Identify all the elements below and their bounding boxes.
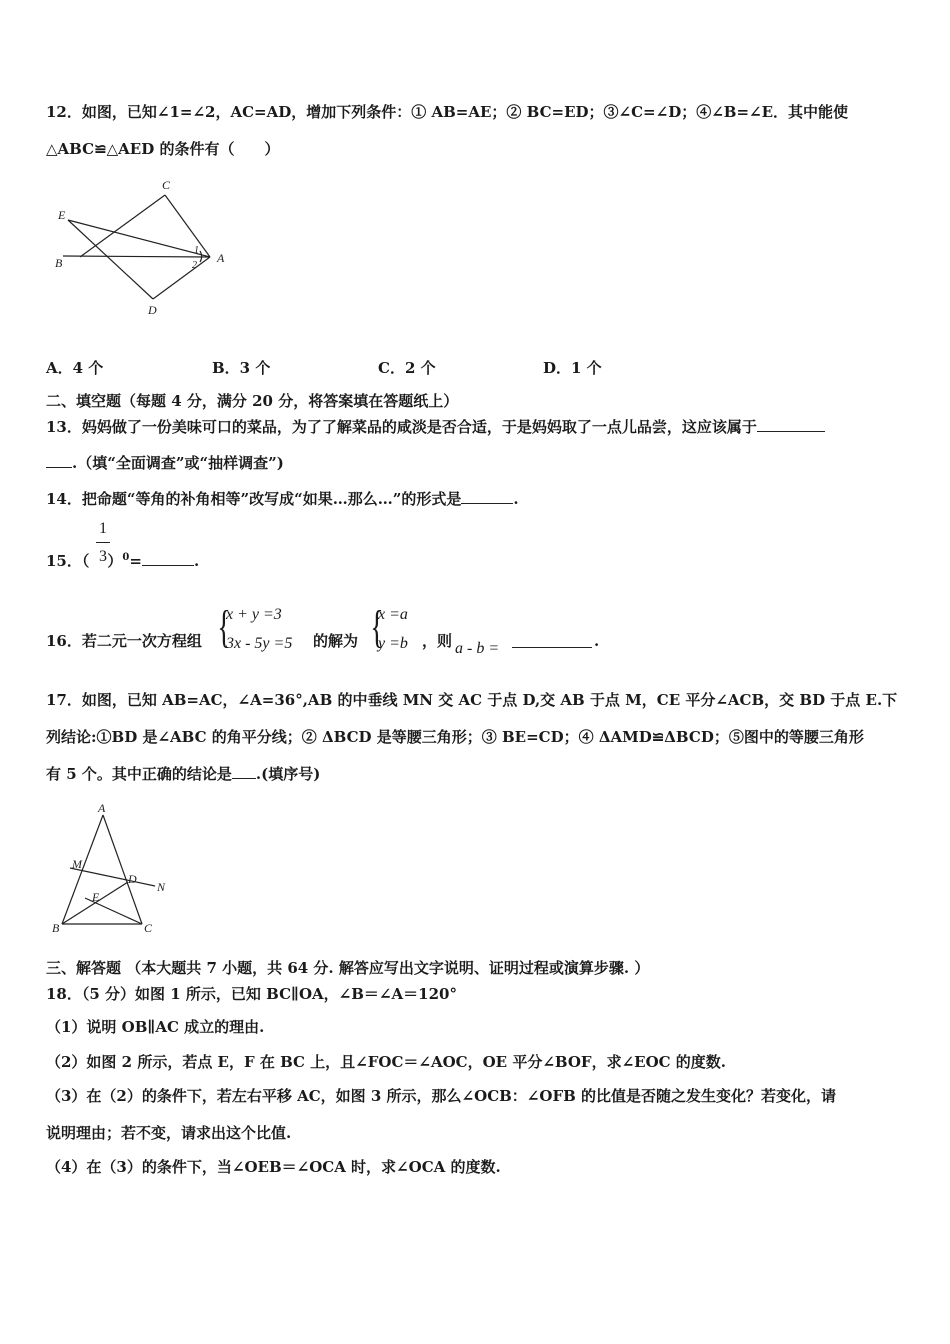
q15-fraction-denominator: 3	[99, 548, 107, 565]
q16-eq1: x + y =3	[226, 606, 282, 623]
q15-exponent: 0	[122, 552, 130, 563]
q13-text-end: .（填“全面调查”或“抽样调查”)	[72, 454, 284, 472]
segment-ED	[68, 220, 153, 299]
q17-figure	[50, 800, 180, 940]
q14-end: .	[513, 490, 519, 508]
q16-then: ，则	[422, 632, 453, 650]
q17-line1: 17．如图，已知 AB=AC，∠A=36°,AB 的中垂线 MN 交 AC 于点 D,交 AB 于点 M，CE 平分∠ACB，交 BD 于点 E.下	[46, 691, 898, 709]
q15-fraction-numerator: 1	[99, 520, 107, 537]
label-A: A	[217, 251, 225, 265]
q15-eq: =	[129, 552, 142, 570]
q17-text-end: .(填序号)	[255, 765, 321, 783]
q14-blank	[461, 489, 513, 504]
segment-AB	[62, 815, 103, 924]
label-D: D	[128, 872, 137, 886]
q16-sol2: y =b	[378, 635, 408, 652]
q13-line1	[46, 417, 825, 437]
q18-part2: （2）如图 2 所示，若点 E，F 在 BC 上，且∠FOC＝∠AOC，OE 平分∠BOF，求∠EOC 的度数.	[46, 1053, 727, 1071]
q12-line2: △ABC≌△AED 的条件有（ ）	[46, 140, 280, 158]
q16-brace-1: {	[217, 601, 231, 652]
q12-option-d: D．1 个	[543, 359, 602, 377]
label-N: N	[157, 880, 166, 894]
q17-blank	[232, 764, 256, 779]
q12-line1: 12．如图，已知∠1=∠2，AC=AD，增加下列条件：① AB=AE；② BC=ED；③∠C=∠D；④∠B=∠E．其中能使	[46, 103, 849, 121]
q16-blank	[512, 647, 592, 648]
q16-end: .	[594, 632, 600, 650]
q18-part4: （4）在（3）的条件下，当∠OEB＝∠OCA 时，求∠OCA 的度数.	[46, 1158, 501, 1176]
segment-MN	[70, 868, 155, 886]
label-D: D	[148, 303, 157, 317]
q18-part1: （1）说明 OB∥AC 成立的理由.	[46, 1018, 265, 1036]
q16-eq2: 3x - 5y =5	[226, 635, 293, 652]
q14-text: 14．把命题“等角的补角相等”改写成“如果…那么…”的形式是	[46, 490, 462, 508]
q15-fraction-bar	[96, 542, 110, 543]
q13-blank-1	[757, 417, 825, 432]
segment-BA	[63, 256, 210, 257]
label-C: C	[144, 921, 153, 935]
label-angle-1: 1	[194, 245, 199, 256]
label-E: E	[92, 890, 100, 904]
label-B: B	[55, 256, 63, 270]
label-C: C	[162, 178, 171, 192]
q18-part3-line2: 说明理由；若不变，请求出这个比值.	[46, 1124, 292, 1142]
q16-sol1: x =a	[378, 606, 408, 623]
label-M: M	[72, 857, 82, 871]
q18-part3-line1: （3）在（2）的条件下，若左右平移 AC，如图 3 所示，那么∠OCB：∠OFB 的比值是否随之发生变化？若变化，请	[46, 1087, 836, 1105]
q12-option-c: C．2 个	[378, 359, 436, 377]
q13-text: 13．妈妈做了一份美味可口的菜品，为了了解菜品的咸淡是否合适，于是妈妈取了一点儿品尝，这应该属于	[46, 418, 757, 436]
section2-heading: 二、填空题（每题 4 分，满分 20 分，将答案填在答题纸上）	[46, 392, 459, 410]
q17-line2: 列结论:①BD 是∠ABC 的角平分线；② ΔBCD 是等腰三角形；③ BE=CD；④ ΔAMD≌ΔBCD；⑤图中的等腰三角形	[46, 728, 864, 746]
q15-blank	[142, 551, 194, 566]
segment-AC	[103, 815, 142, 924]
q16-mid: 的解为	[313, 632, 359, 650]
label-angle-2: 2	[192, 260, 197, 271]
label-B: B	[52, 921, 60, 935]
q15-end: .	[193, 552, 200, 570]
segment-EA	[68, 220, 210, 257]
q15-close: ）	[107, 552, 123, 570]
section3-heading: 三、解答题 （本大题共 7 小题，共 64 分. 解答应写出文字说明、证明过程或演算步骤. ）	[46, 959, 650, 977]
q12-option-b: B．3 个	[212, 359, 271, 377]
q18-stem: 18．（5 分）如图 1 所示，已知 BC∥OA，∠B＝∠A＝120°	[46, 985, 457, 1003]
q16-expr: a - b =	[455, 640, 500, 657]
q13-line2	[46, 453, 284, 473]
q15-line	[46, 548, 199, 571]
q15-num: 15．（	[46, 552, 90, 570]
segment-DA	[153, 257, 210, 299]
label-E: E	[58, 208, 66, 222]
q17-line3	[46, 764, 320, 784]
q12-figure	[50, 175, 240, 320]
segment-CA	[165, 195, 210, 257]
q12-option-a: A．4 个	[46, 359, 104, 377]
label-A: A	[98, 801, 106, 815]
q13-blank-2	[46, 453, 72, 468]
q16-brace-2: {	[370, 601, 384, 652]
q14-line	[46, 489, 519, 509]
q17-text: 有 5 个。其中正确的结论是	[46, 765, 232, 783]
q16-prefix: 16．若二元一次方程组	[46, 632, 202, 650]
